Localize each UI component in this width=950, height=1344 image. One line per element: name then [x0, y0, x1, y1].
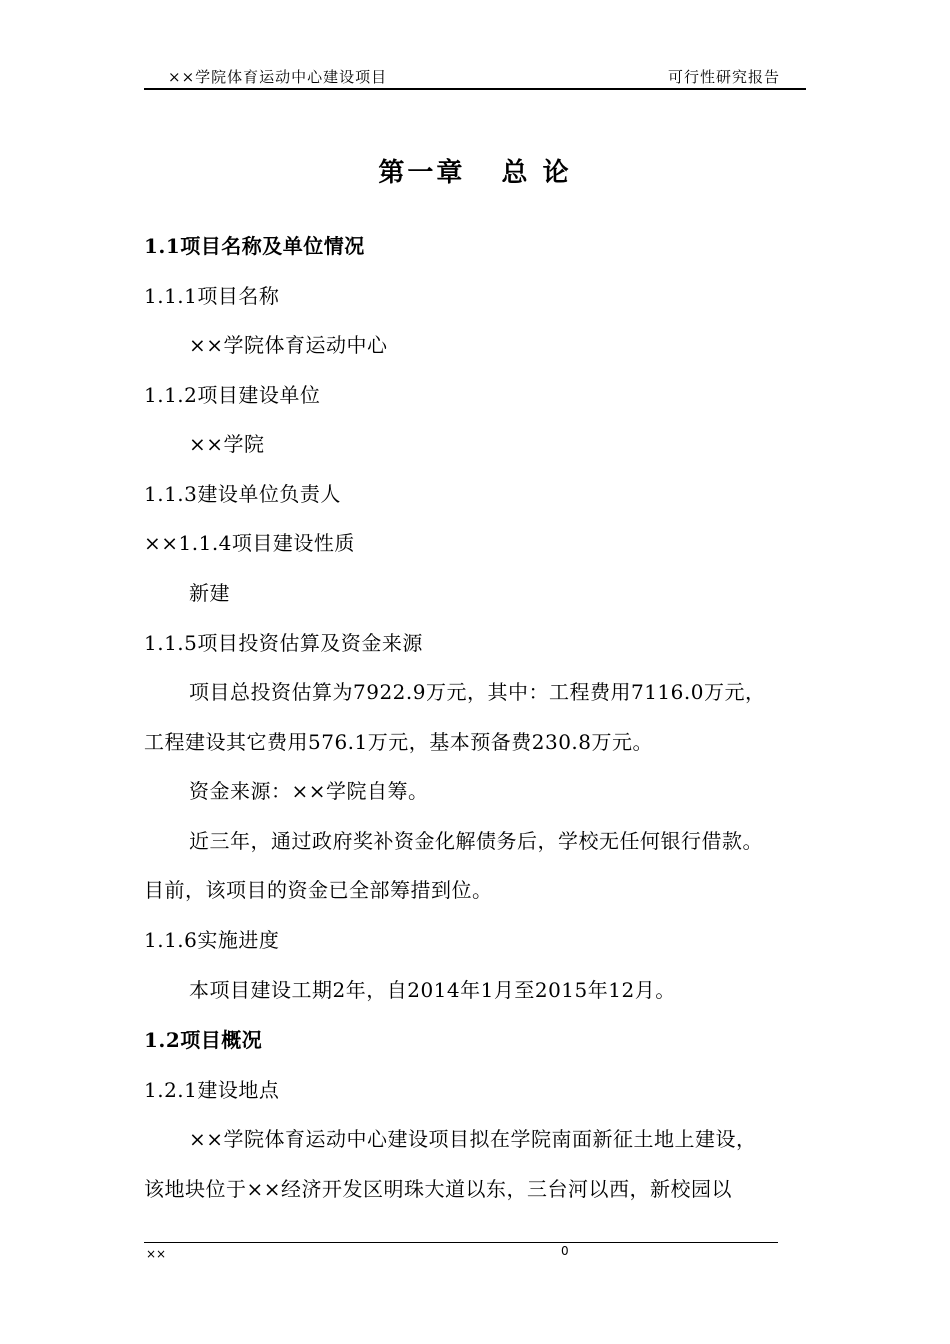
footer-organization: ×× — [146, 1247, 167, 1261]
section-heading-1-2: 1.2项目概况 — [144, 1028, 263, 1052]
subsection-heading-1-1-6: 1.1.6实施进度 — [144, 928, 280, 952]
subsection-heading-1-1-2: 1.1.2项目建设单位 — [144, 383, 321, 407]
subsection-heading-1-1-4: ××1.1.4项目建设性质 — [144, 531, 355, 555]
paragraph-project-name: ××学院体育运动中心 — [189, 333, 388, 357]
paragraph-location-line-1: ××学院体育运动中心建设项目拟在学院南面新征土地上建设， — [189, 1127, 757, 1151]
header-project-name: ××学院体育运动中心建设项目 — [168, 68, 388, 86]
footer-divider — [144, 1242, 778, 1243]
subsection-heading-1-1-1: 1.1.1项目名称 — [144, 284, 280, 308]
chapter-title: 第一章 总 论 — [378, 158, 572, 188]
subsection-heading-1-1-5: 1.1.5项目投资估算及资金来源 — [144, 631, 423, 655]
paragraph-funding-source: 资金来源：××学院自筹。 — [189, 779, 429, 803]
paragraph-debt-line-2: 目前，该项目的资金已全部筹措到位。 — [144, 878, 493, 902]
paragraph-debt-line-1: 近三年，通过政府奖补资金化解债务后，学校无任何银行借款。 — [189, 829, 763, 853]
paragraph-construction-unit: ××学院 — [189, 432, 265, 456]
section-heading-1-1: 1.1项目名称及单位情况 — [144, 234, 365, 258]
subsection-heading-1-2-1: 1.2.1建设地点 — [144, 1078, 280, 1102]
paragraph-investment-line-2: 工程建设其它费用576.1万元，基本预备费230.8万元。 — [144, 730, 654, 754]
subsection-heading-1-1-3: 1.1.3建设单位负责人 — [144, 482, 341, 506]
paragraph-construction-nature: 新建 — [189, 581, 230, 605]
header-divider — [144, 88, 806, 90]
page-number: 0 — [561, 1244, 569, 1258]
paragraph-location-line-2: 该地块位于××经济开发区明珠大道以东，三台河以西，新校园以 — [144, 1177, 733, 1201]
paragraph-schedule: 本项目建设工期2年，自2014年1月至2015年12月。 — [189, 978, 676, 1002]
paragraph-investment-line-1: 项目总投资估算为7922.9万元，其中：工程费用7116.0万元， — [189, 680, 766, 704]
header-report-type: 可行性研究报告 — [668, 68, 781, 86]
